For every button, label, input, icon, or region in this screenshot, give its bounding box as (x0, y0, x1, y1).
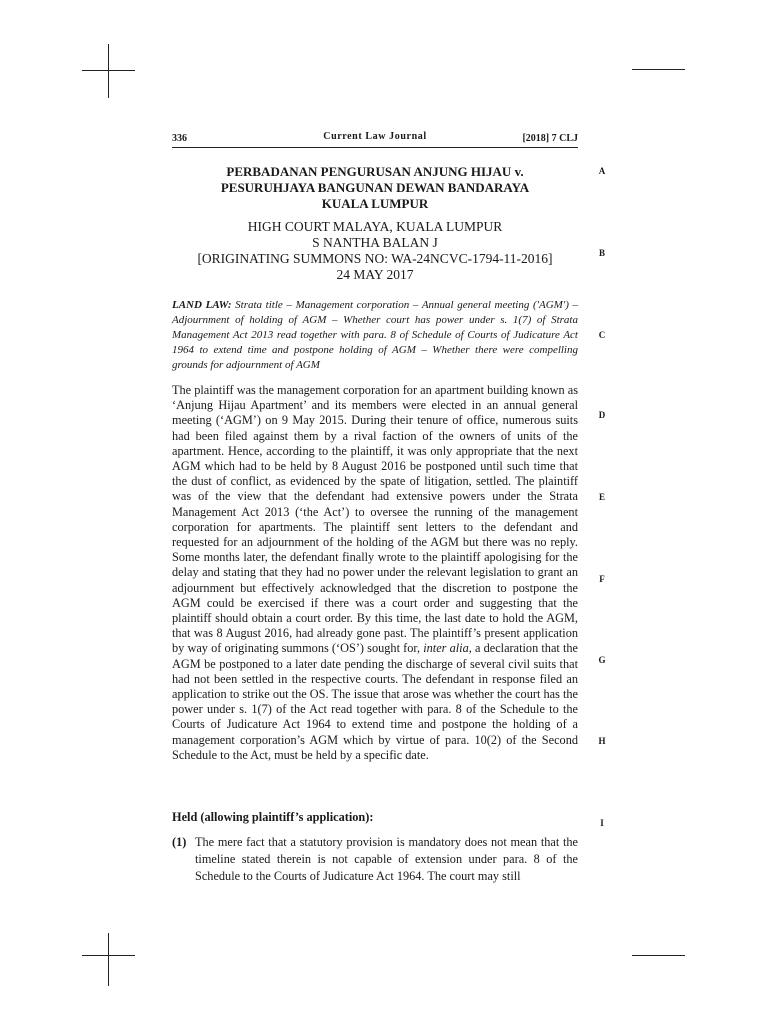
court-name: HIGH COURT MALAYA, KUALA LUMPUR (247, 219, 503, 234)
journal-title: Current Law Journal (323, 131, 427, 142)
case-title-line: KUALA LUMPUR (321, 196, 429, 211)
case-summary (172, 383, 578, 763)
case-title-line: PERBADANAN PENGURUSAN ANJUNG HIJAU v. (226, 164, 524, 179)
crop-mark (632, 69, 685, 70)
crop-mark (82, 955, 135, 956)
margin-letter: C (598, 330, 606, 340)
judgment-date: 24 MAY 2017 (336, 267, 414, 282)
crop-mark (108, 933, 109, 986)
margin-letter: D (598, 410, 606, 420)
page-number: 336 (172, 133, 187, 144)
held-point (172, 834, 578, 885)
margin-letter: F (599, 574, 605, 584)
crop-mark (108, 44, 109, 98)
crop-mark (632, 955, 685, 956)
catchwords-heading: LAND LAW: (172, 299, 232, 311)
catchwords-text: Strata title – Management corporation – Annual general meeting ('AGM') – Adjournment of holding of AGM – Whether court has power under s. 1(7) of Strata Management Act 2013 read together with para. 8 of Schedule of Courts of Judicature Act 1964 to extend time and postpone holding of AGM – Whether there were compelling grounds for adjournment of AGM (172, 299, 579, 371)
case-title (172, 164, 578, 212)
margin-letter: G (598, 655, 606, 665)
judge-name: S NANTHA BALAN J (312, 235, 438, 250)
citation: [2018] 7 CLJ (522, 133, 578, 144)
held-point-number: (1) (172, 835, 187, 849)
catchwords (172, 298, 578, 373)
margin-letter: I (600, 818, 604, 828)
case-title-line: PESURUHJAYA BANGUNAN DEWAN BANDARAYA (220, 180, 530, 195)
margin-letter: H (598, 736, 606, 746)
held-point-text: The mere fact that a statutory provision is mandatory does not mean that the timeline stated therein is not capable of extension under para. 8 of the Schedule to the Courts of Judicature Act 1964. The court may still (195, 835, 578, 883)
summary-text: , a declaration that the AGM be postponed to a later date pending the discharge of several civil suits that had not been settled in the respective courts. The defendant in response filed an application to strike out the OS. The issue that arose was whether the court has the power under s. 1(7) of the Act read together with para. 8 of the Schedule to the Courts of Judicature Act 1964 to extend time and postpone the holding of a management corporation’s AGM which by virtue of para. 10(2) of the Second Schedule to the Act, must be held by a specific date. (172, 641, 578, 762)
running-header (172, 131, 578, 147)
held-heading: Held (allowing plaintiff’s application): (172, 810, 374, 824)
summary-text: The plaintiff was the management corporation for an apartment building known as ‘Anjung Hijau Apartment’ and its members were elected in an annual general meeting (‘AGM’) on 9 May 2015. During their tenure of office, numerous suits had been filed against them by a rival faction of the owners of units of the apartment. Hence, according to the plaintiff, it was only appropriate that the next AGM which had to be held by 8 August 2016 be postponed until such time that the dust of conflict, as evidenced by the spate of litigation, settled. The plaintiff was of the view that the defendant had extensive powers under the Strata Management Act 2013 (‘the Act’) to oversee the running of the management corporation for apartments. The plaintiff sent letters to the defendant and requested for an adjournment of the holding of the AGM but there was no reply. Some months later, the defendant finally wrote to the plaintiff apologising for the delay and stating that they had no power under the relevant legislation to grant an adjournment but effectively acknowledged that the discretion to postpone the AGM could be exercised if there was a court order and suggesting that the plaintiff should obtain a court order. By this time, the last date to hold the AGM, that was 8 August 2016, had already gone past. The plaintiff’s present application by way of originating summons (‘OS’) sought for, (172, 383, 578, 656)
margin-letter: A (598, 166, 606, 176)
crop-mark (82, 70, 135, 71)
summary-latin-term: inter alia (423, 641, 469, 656)
case-meta (172, 219, 578, 283)
margin-letter: B (598, 248, 605, 258)
summons-number: [ORIGINATING SUMMONS NO: WA-24NCVC-1794-11-2016] (197, 251, 553, 266)
header-rule (172, 147, 578, 148)
margin-letter: E (598, 492, 605, 502)
